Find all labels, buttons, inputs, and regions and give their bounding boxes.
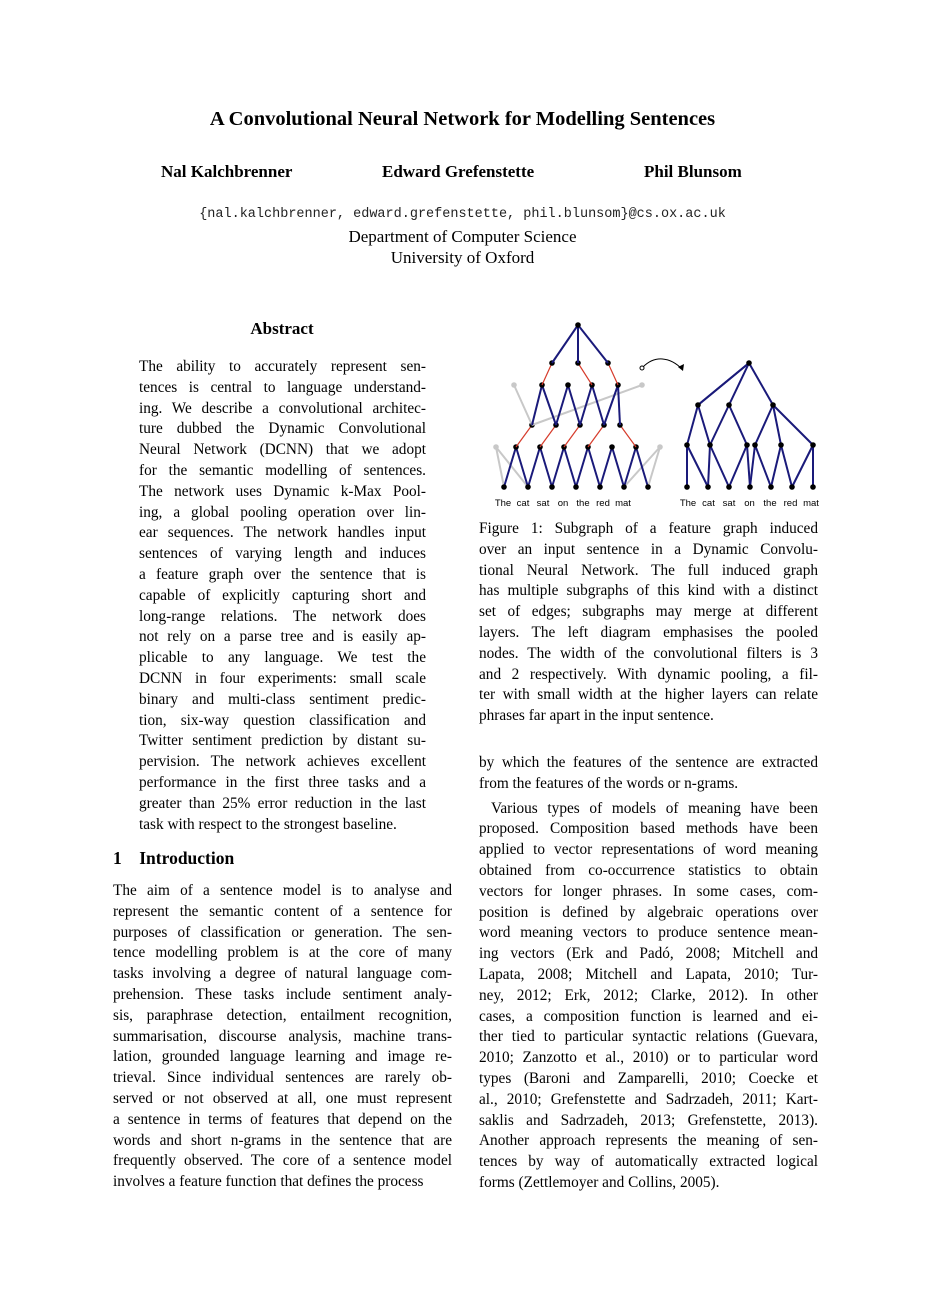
intro-line: The aim of a sentence model is to analyse and <box>113 882 452 899</box>
abstract-line: for the semantic modelling of sentences. <box>139 461 426 479</box>
graph-edge <box>552 447 564 487</box>
pool-edge <box>542 363 552 385</box>
author-2: Edward Grefenstette <box>382 162 535 181</box>
graph-edge <box>540 447 552 487</box>
graph-edge <box>729 445 747 487</box>
word-node <box>768 484 774 490</box>
body-line: vectors for longer phrases. In some cases, com- <box>479 882 818 900</box>
graph-edge <box>588 447 600 487</box>
graph-edge <box>552 325 578 363</box>
word-node <box>621 484 627 490</box>
caption-line: set of edges; subgraphs may merge at different <box>479 603 818 621</box>
intro-line: prehension. These tasks include sentiment analy- <box>113 985 452 1003</box>
body-line: position is defined by algebraic operations over <box>479 903 818 921</box>
graph-edge <box>564 447 576 487</box>
faded-edge <box>514 385 532 425</box>
graph-edge <box>781 445 792 487</box>
abstract-line: ture dubbed the Dynamic Convolutional <box>139 420 426 438</box>
abstract-line: tences is central to language understand- <box>139 378 426 396</box>
faded-node <box>639 382 645 388</box>
author-3: Phil Blunsom <box>644 162 742 181</box>
graph-edge <box>612 447 624 487</box>
body-line: Another approach represents the meaning of sen- <box>479 1132 818 1150</box>
intro-heading: 1 Introduction <box>113 848 235 868</box>
abstract-line: long-range relations. The network does <box>139 607 426 625</box>
abstract-line: Neural Network (DCNN) that we adopt <box>139 441 426 459</box>
body-line: by which the features of the sentence are extracted <box>479 754 818 771</box>
word-node <box>747 484 753 490</box>
word-node <box>525 484 531 490</box>
conv-node <box>770 402 776 408</box>
word-label: on <box>557 498 569 509</box>
conv-node <box>726 402 732 408</box>
abstract-line: sentences of varying length and induces <box>139 545 426 563</box>
body-line: ther tied to particular syntactic relations (Guevara, <box>479 1028 818 1046</box>
word-label: mat <box>615 498 631 509</box>
graph-edge <box>729 405 747 445</box>
graph-edge <box>504 447 516 487</box>
intro-line: words and short n-grams in the sentence that are <box>113 1131 452 1149</box>
abstract-line: ear sequences. The network handles input <box>139 524 426 542</box>
graph-edge <box>755 405 773 445</box>
intro-line: involves a feature function that defines the process <box>113 1173 424 1191</box>
graph-edge <box>747 445 750 487</box>
abstract-line: task with respect to the strongest baseline. <box>139 815 397 833</box>
abstract-line: capable of explicitly capturing short and <box>139 586 426 604</box>
graph-edge <box>592 385 604 425</box>
caption-line: Figure 1: Subgraph of a feature graph induced <box>479 520 818 537</box>
intro-line: trieval. Since individual sentences are rarely ob- <box>113 1069 452 1087</box>
caption-line: and 2 respectively. With dynamic pooling, a fil- <box>479 665 818 683</box>
abstract-line: plicable to any language. We test the <box>139 649 426 667</box>
pool-edge <box>588 425 604 447</box>
graph-edge <box>600 447 612 487</box>
conv-node <box>695 402 701 408</box>
university: University of Oxford <box>390 248 535 267</box>
abstract-line: not rely on a parse tree and is easily ap- <box>139 628 426 646</box>
graph-edge <box>710 405 729 445</box>
intro-line: purposes of classification or generation. The sen- <box>113 923 452 941</box>
word-label: mat <box>803 498 819 509</box>
graph-edge <box>749 363 773 405</box>
graph-edge <box>792 445 813 487</box>
abstract-line: pervision. The network achieves excellent <box>139 753 426 771</box>
abstract-heading: Abstract <box>250 319 314 338</box>
pool-edge <box>608 363 618 385</box>
arrow-icon <box>643 359 682 369</box>
graph-edge <box>556 385 568 425</box>
graph-edge <box>698 405 710 445</box>
abstract-line: The network uses Dynamic k-Max Pool- <box>139 482 426 500</box>
intro-line: a sentence in terms of features that depend on the <box>113 1110 452 1128</box>
arrow-origin-icon <box>640 366 644 370</box>
word-label: red <box>783 498 798 509</box>
intro-line: lation, grounded language learning and image re- <box>113 1048 452 1066</box>
graph-edge <box>618 385 620 425</box>
pool-edge <box>620 425 636 447</box>
word-label: cat <box>516 498 530 509</box>
caption-line: ter with small width at the higher layers can relate <box>479 686 818 704</box>
word-node <box>645 484 651 490</box>
intro-line: represent the semantic content of a sentence for <box>113 902 452 920</box>
abstract-line: The ability to accurately represent sen- <box>139 358 426 375</box>
body-line: word meaning vectors to produce sentence mean- <box>479 924 818 942</box>
word-label: The <box>679 498 697 509</box>
body-line: types (Baroni and Zamparelli, 2010; Coecke et <box>479 1069 818 1087</box>
top-node <box>575 322 581 328</box>
body-line: 2010; Zanzotto et al., 2010) or to particular word <box>479 1049 818 1067</box>
intro-line: tence modelling problem is at the core of many <box>113 944 452 962</box>
graph-edge <box>528 447 540 487</box>
graph-edge <box>687 405 698 445</box>
word-node <box>501 484 507 490</box>
body-line: obtained from co-occurrence statistics to obtain <box>479 861 818 879</box>
word-label: the <box>576 498 590 509</box>
graph-edge <box>636 447 648 487</box>
top-node <box>746 360 752 366</box>
graph-edge <box>604 385 618 425</box>
intro-body <box>113 881 452 1193</box>
word-node <box>789 484 795 490</box>
caption-line: has multiple subgraphs of this kind with a distinct <box>479 582 818 600</box>
caption-line: tional Neural Network. The full induced graph <box>479 561 818 579</box>
graph-edge <box>755 445 771 487</box>
graph-edge <box>698 363 749 405</box>
caption-line: layers. The left diagram emphasises the pooled <box>479 623 818 641</box>
graph-edge <box>729 363 749 405</box>
abstract-line: Twitter sentiment prediction by distant su- <box>139 732 426 750</box>
intro-line: sis, paraphrase detection, entailment recognition, <box>113 1006 452 1024</box>
body-line: saklis and Sadrzadeh, 2013; Grefenstette, 2013). <box>479 1111 818 1129</box>
conv-node <box>609 444 615 450</box>
pool-edge <box>540 425 556 447</box>
paragraph-2 <box>479 799 818 1194</box>
word-node <box>810 484 816 490</box>
abstract-line: DCNN in four experiments: small scale <box>139 669 426 687</box>
body-line: from the features of the words or n-grams. <box>479 774 739 792</box>
word-label: cat <box>702 498 715 509</box>
word-label: red <box>596 498 610 509</box>
body-line: al., 2010; Grefenstette and Sadrzadeh, 2011; Kart- <box>479 1090 818 1108</box>
graph-edge <box>568 385 580 425</box>
word-label: The <box>494 498 512 509</box>
conv-node <box>752 442 758 448</box>
intro-line: frequently observed. The core of a sentence model <box>113 1152 452 1170</box>
feature-graph-figure <box>475 315 825 515</box>
abstract-line: tion, six-way question classification and <box>139 711 426 729</box>
body-line: Various types of models of meaning have been <box>491 799 818 817</box>
graph-edge <box>708 445 710 487</box>
graph-edge <box>580 385 592 425</box>
body-line: cases, a composition function is learned and ei- <box>479 1007 818 1025</box>
department: Department of Computer Science <box>348 227 577 246</box>
body-line: tences by way of automatically extracted logical <box>479 1153 818 1171</box>
abstract-line: a feature graph over the sentence that is <box>139 565 426 583</box>
abstract-line: binary and multi-class sentiment predic- <box>139 690 426 708</box>
conv-node <box>744 442 750 448</box>
abstract-line: greater than 25% error reduction in the last <box>139 794 426 812</box>
abstract-body <box>139 357 426 835</box>
word-node <box>726 484 732 490</box>
graph-edge <box>576 447 588 487</box>
body-line: ney, 2012; Erk, 2012; Clarke, 2012). In other <box>479 986 818 1004</box>
body-line: proposed. Composition based methods have been <box>479 820 818 838</box>
conv-node <box>565 382 571 388</box>
graph-edge <box>578 325 608 363</box>
word-label: sat <box>536 498 550 509</box>
abstract-line: ing. We describe a convolutional architec- <box>139 399 426 417</box>
pool-edge <box>578 363 592 385</box>
graph-edge <box>532 385 542 425</box>
pool-edge <box>564 425 580 447</box>
intro-line: served or not observed at all, one must represent <box>113 1089 452 1107</box>
author-1: Nal Kalchbrenner <box>161 162 293 181</box>
word-node <box>684 484 690 490</box>
conv-node <box>684 442 690 448</box>
caption-line: over an input sentence in a Dynamic Convolu- <box>479 540 818 558</box>
right-column-body <box>479 753 818 1194</box>
caption-line: nodes. The width of the convolutional filters is 3 <box>479 644 818 662</box>
author-emails: {nal.kalchbrenner, edward.grefenstette, phil.blunsom}@cs.ox.ac.uk <box>199 207 726 222</box>
arrowhead-icon <box>678 364 684 371</box>
conv-node <box>810 442 816 448</box>
word-label: sat <box>722 498 736 509</box>
body-line: Lapata, 2008; Mitchell and Lapata, 2010; Tur- <box>479 965 818 983</box>
graph-edge <box>687 445 708 487</box>
body-line: forms (Zettlemoyer and Collins, 2005). <box>479 1173 720 1191</box>
word-node <box>597 484 603 490</box>
word-node <box>573 484 579 490</box>
graph-edge <box>771 445 781 487</box>
word-node <box>549 484 555 490</box>
conv-node <box>707 442 713 448</box>
paragraph-1 <box>479 753 818 795</box>
word-label: on <box>744 498 755 509</box>
abstract-line: performance in the first three tasks and a <box>139 773 426 791</box>
intro-line: tasks involving a degree of natural language com- <box>113 965 452 983</box>
pool-edge <box>516 425 532 447</box>
intro-line: summarisation, discourse analysis, machine trans- <box>113 1027 452 1045</box>
paper-title: A Convolutional Neural Network for Modelling Sentences <box>209 108 716 130</box>
word-node <box>705 484 711 490</box>
faded-node <box>493 444 499 450</box>
caption-line: phrases far apart in the input sentence. <box>479 707 714 725</box>
body-line: ing vectors (Erk and Padó, 2008; Mitchell and <box>479 945 818 963</box>
conv-node <box>778 442 784 448</box>
figure-caption <box>479 519 818 727</box>
abstract-line: ing, a global pooling operation over lin- <box>139 503 426 521</box>
graph-edge <box>750 445 755 487</box>
faded-node <box>657 444 663 450</box>
body-line: applied to vector representations of word meaning <box>479 841 818 859</box>
faded-node <box>511 382 517 388</box>
graph-edge <box>710 445 729 487</box>
word-label: the <box>763 498 777 509</box>
